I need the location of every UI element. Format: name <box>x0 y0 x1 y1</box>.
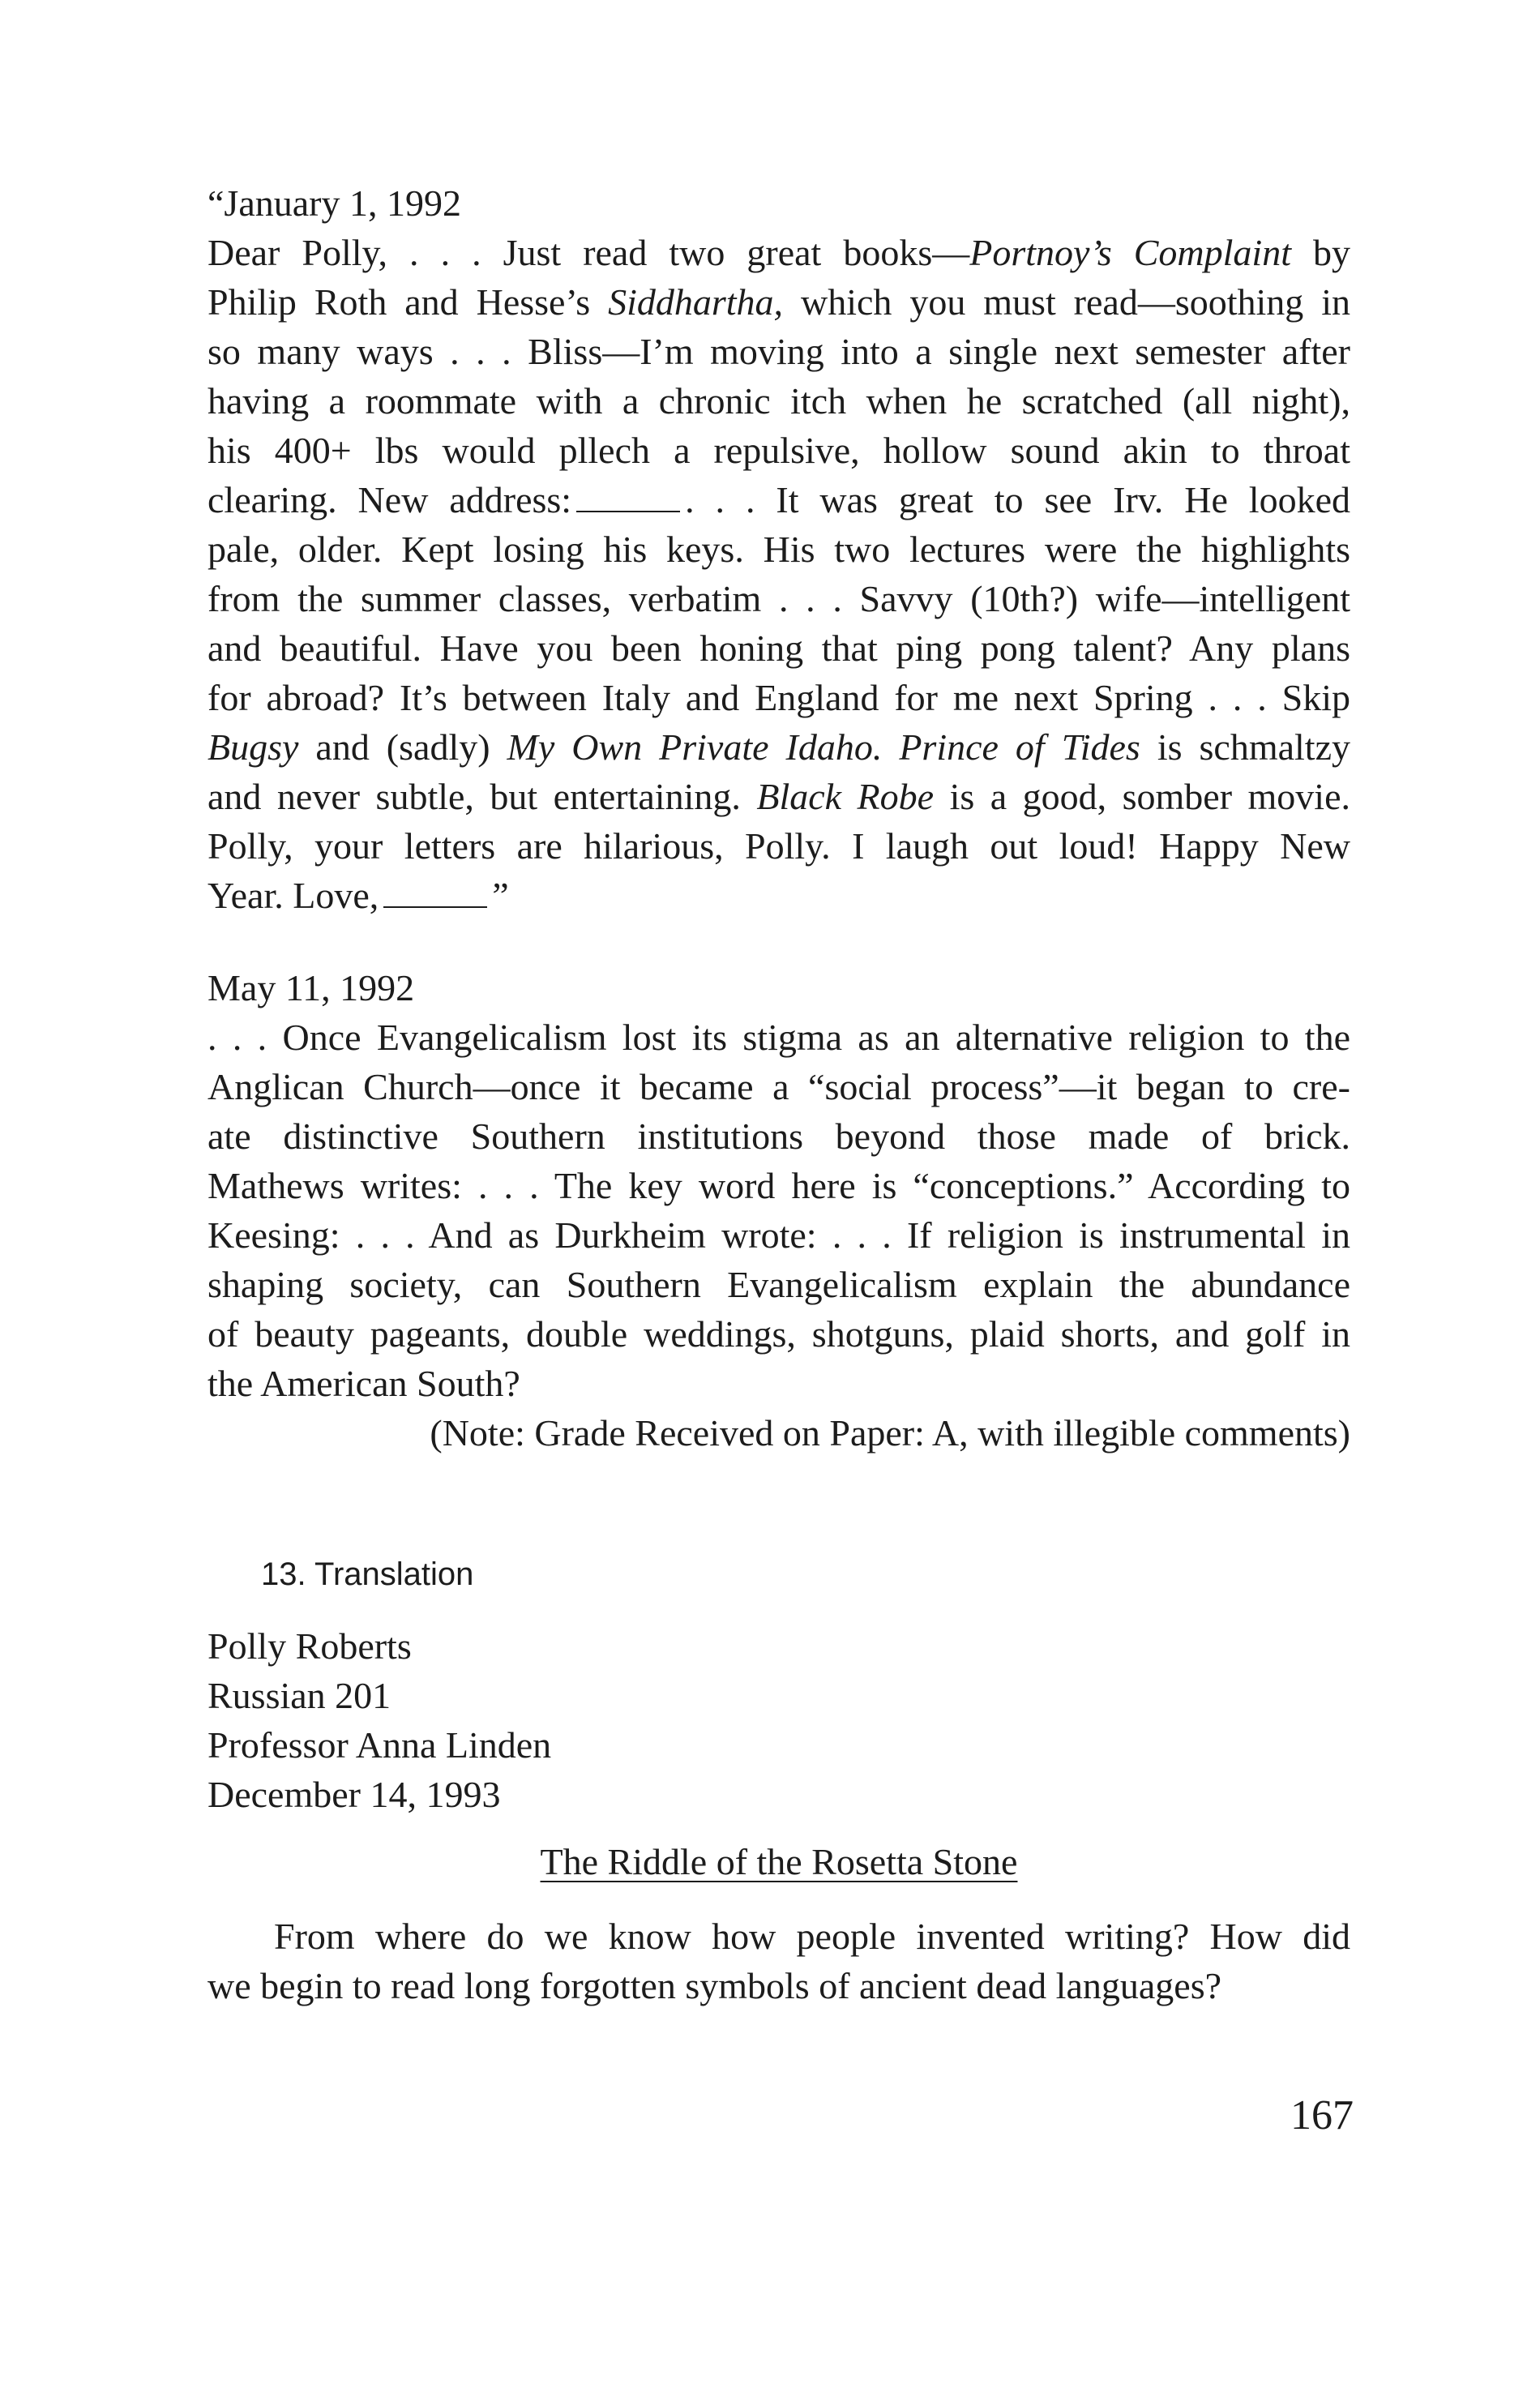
letter-line: his 400+ lbs would pllech a repulsive, hollow sound akin to throat <box>207 430 1350 471</box>
letter-line: so many ways . . . Bliss—I’m moving into a single next semester after <box>207 331 1350 372</box>
paper-date: May 11, 1992 <box>207 967 415 1008</box>
letter-line: from the summer classes, verbatim . . . Savvy (10th?) wife—intelligent <box>207 578 1350 619</box>
paper-note: (Note: Grade Received on Paper: A, with illegible comments) <box>430 1412 1350 1454</box>
letter-date: “January 1, 1992 <box>207 182 461 224</box>
letter-line: Polly, your letters are hilarious, Polly. I laugh out loud! Happy New <box>207 825 1350 867</box>
paper-line: Keesing: . . . And as Durkheim wrote: . . . If religion is instrumental in <box>207 1214 1350 1256</box>
letter-line: and never subtle, but entertaining. Black Robe is a good, somber movie. <box>207 776 1351 817</box>
redacted-blank <box>576 509 680 512</box>
paper-line: Mathews writes: . . . The key word here is “conceptions.” According to <box>207 1165 1350 1206</box>
letter-line: for abroad? It’s between Italy and England for me next Spring . . . Skip <box>207 677 1350 718</box>
letter <box>207 178 1350 920</box>
letter-line: Bugsy and (sadly) My Own Private Idaho. Prince of Tides is schmaltzy <box>207 726 1350 768</box>
header-line: Polly Roberts <box>207 1625 412 1667</box>
paper-line: . . . Once Evangelicalism lost its stigma as an alternative religion to the <box>207 1017 1350 1058</box>
assignment-header <box>207 1621 1350 1819</box>
letter-line: Year. Love, ” <box>207 875 509 916</box>
assignment-body <box>207 1912 1350 2010</box>
letter-line: Philip Roth and Hesse’s Siddhartha, which you must read—soothing in <box>207 281 1350 323</box>
assignment-title-block <box>207 1837 1350 1886</box>
letter-line: Dear Polly, . . . Just read two great books—Portnoy’s Complaint by <box>207 232 1350 273</box>
letter-line: having a roommate with a chronic itch when he scratched (all night), <box>207 380 1350 422</box>
paper-line: ate distinctive Southern institutions beyond those made of brick. <box>207 1115 1350 1157</box>
body-line: we begin to read long forgotten symbols of ancient dead languages? <box>207 1965 1222 2006</box>
paper-line: of beauty pageants, double weddings, shotguns, plaid shorts, and golf in <box>207 1313 1350 1355</box>
paper-line: the American South? <box>207 1363 520 1404</box>
body-line: From where do we know how people invented writing? How did <box>274 1916 1350 1957</box>
assignment-title: The Riddle of the Rosetta Stone <box>540 1841 1018 1882</box>
section-heading: 13. Translation <box>261 1556 474 1592</box>
redacted-blank <box>383 905 487 908</box>
letter-line: clearing. New address: . . . It was great to see Irv. He looked <box>207 479 1350 520</box>
header-line: December 14, 1993 <box>207 1774 501 1815</box>
paper-line: Anglican Church—once it became a “social process”—it began to cre- <box>207 1066 1350 1107</box>
letter-line: pale, older. Kept losing his keys. His two lectures were the highlights <box>207 529 1350 570</box>
letter-line: and beautiful. Have you been honing that ping pong talent? Any plans <box>207 627 1350 669</box>
section-translation <box>207 1550 1350 1599</box>
page-number: 167 <box>1290 2092 1354 2139</box>
header-line: Professor Anna Linden <box>207 1724 552 1766</box>
paper-line: shaping society, can Southern Evangelicalism explain the abundance <box>207 1264 1350 1305</box>
paper-excerpt <box>207 963 1350 1458</box>
header-line: Russian 201 <box>207 1675 391 1716</box>
